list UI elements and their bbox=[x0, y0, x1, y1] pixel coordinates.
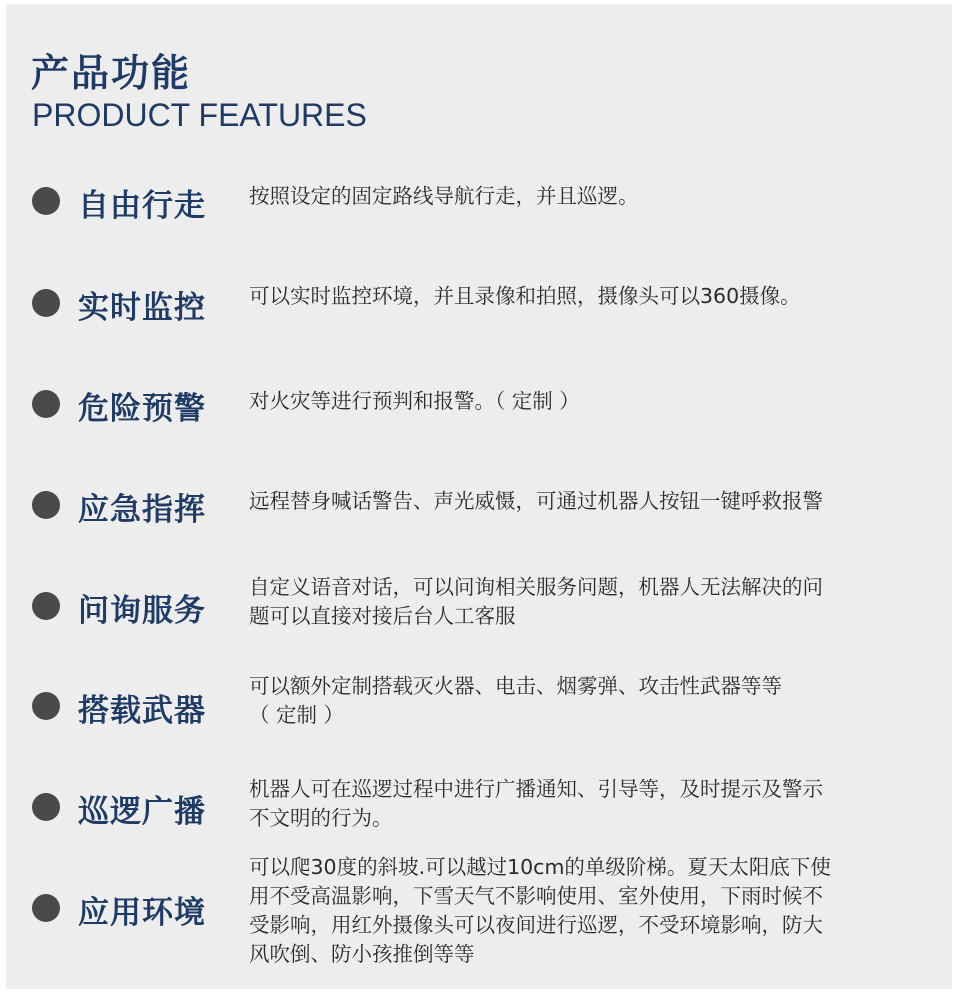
feature-title: 应用环境 bbox=[78, 895, 206, 931]
feature-description: 按照设定的固定路线导航行走，并且巡逻。 bbox=[249, 184, 639, 208]
feature-title: 实时监控 bbox=[78, 290, 206, 326]
bullet-icon bbox=[32, 390, 60, 418]
feature-description: 远程替身喊话警告、声光威慑，可通过机器人按钮一键呼救报警 bbox=[249, 489, 823, 513]
bullet-icon bbox=[32, 692, 60, 720]
features-panel bbox=[6, 4, 952, 989]
feature-description: 机器人可在巡逻过程中进行广播通知、引导等，及时提示及警示 不文明的行为。 bbox=[249, 777, 823, 830]
feature-title: 自由行走 bbox=[78, 188, 206, 224]
bullet-icon bbox=[32, 592, 60, 620]
feature-description: 可以额外定制搭载灭火器、电击、烟雾弹、攻击性武器等等 （ 定制 ） bbox=[249, 674, 782, 727]
page-title: 产品功能 bbox=[31, 51, 192, 95]
feature-description: 对火灾等进行预判和报警。（ 定制 ） bbox=[249, 389, 580, 413]
feature-description: 可以爬30度的斜坡.可以越过10cm的单级阶梯。夏天太阳底下使 用不受高温影响，下雪天气不影响使用、室外使用，下雨时候不 受影响，用红外摄像头可以夜间进行巡逻，不受环境影响，防大 风吹倒、防小孩推倒等等 bbox=[249, 855, 831, 966]
page-subtitle: PRODUCT FEATURES bbox=[32, 97, 367, 133]
feature-title: 危险预警 bbox=[78, 391, 206, 427]
bullet-icon bbox=[32, 491, 60, 519]
bullet-icon bbox=[32, 793, 60, 821]
feature-title: 巡逻广播 bbox=[78, 794, 206, 830]
bullet-icon bbox=[32, 187, 60, 215]
feature-description: 可以实时监控环境，并且录像和拍照，摄像头可以360摄像。 bbox=[249, 284, 801, 308]
feature-title: 搭载武器 bbox=[78, 693, 206, 729]
bullet-icon bbox=[32, 894, 60, 922]
feature-title: 问询服务 bbox=[78, 593, 206, 629]
bullet-icon bbox=[32, 289, 60, 317]
feature-title: 应急指挥 bbox=[78, 492, 206, 528]
feature-description: 自定义语音对话，可以问询相关服务问题，机器人无法解决的问 题可以直接对接后台人工客服 bbox=[249, 575, 823, 628]
